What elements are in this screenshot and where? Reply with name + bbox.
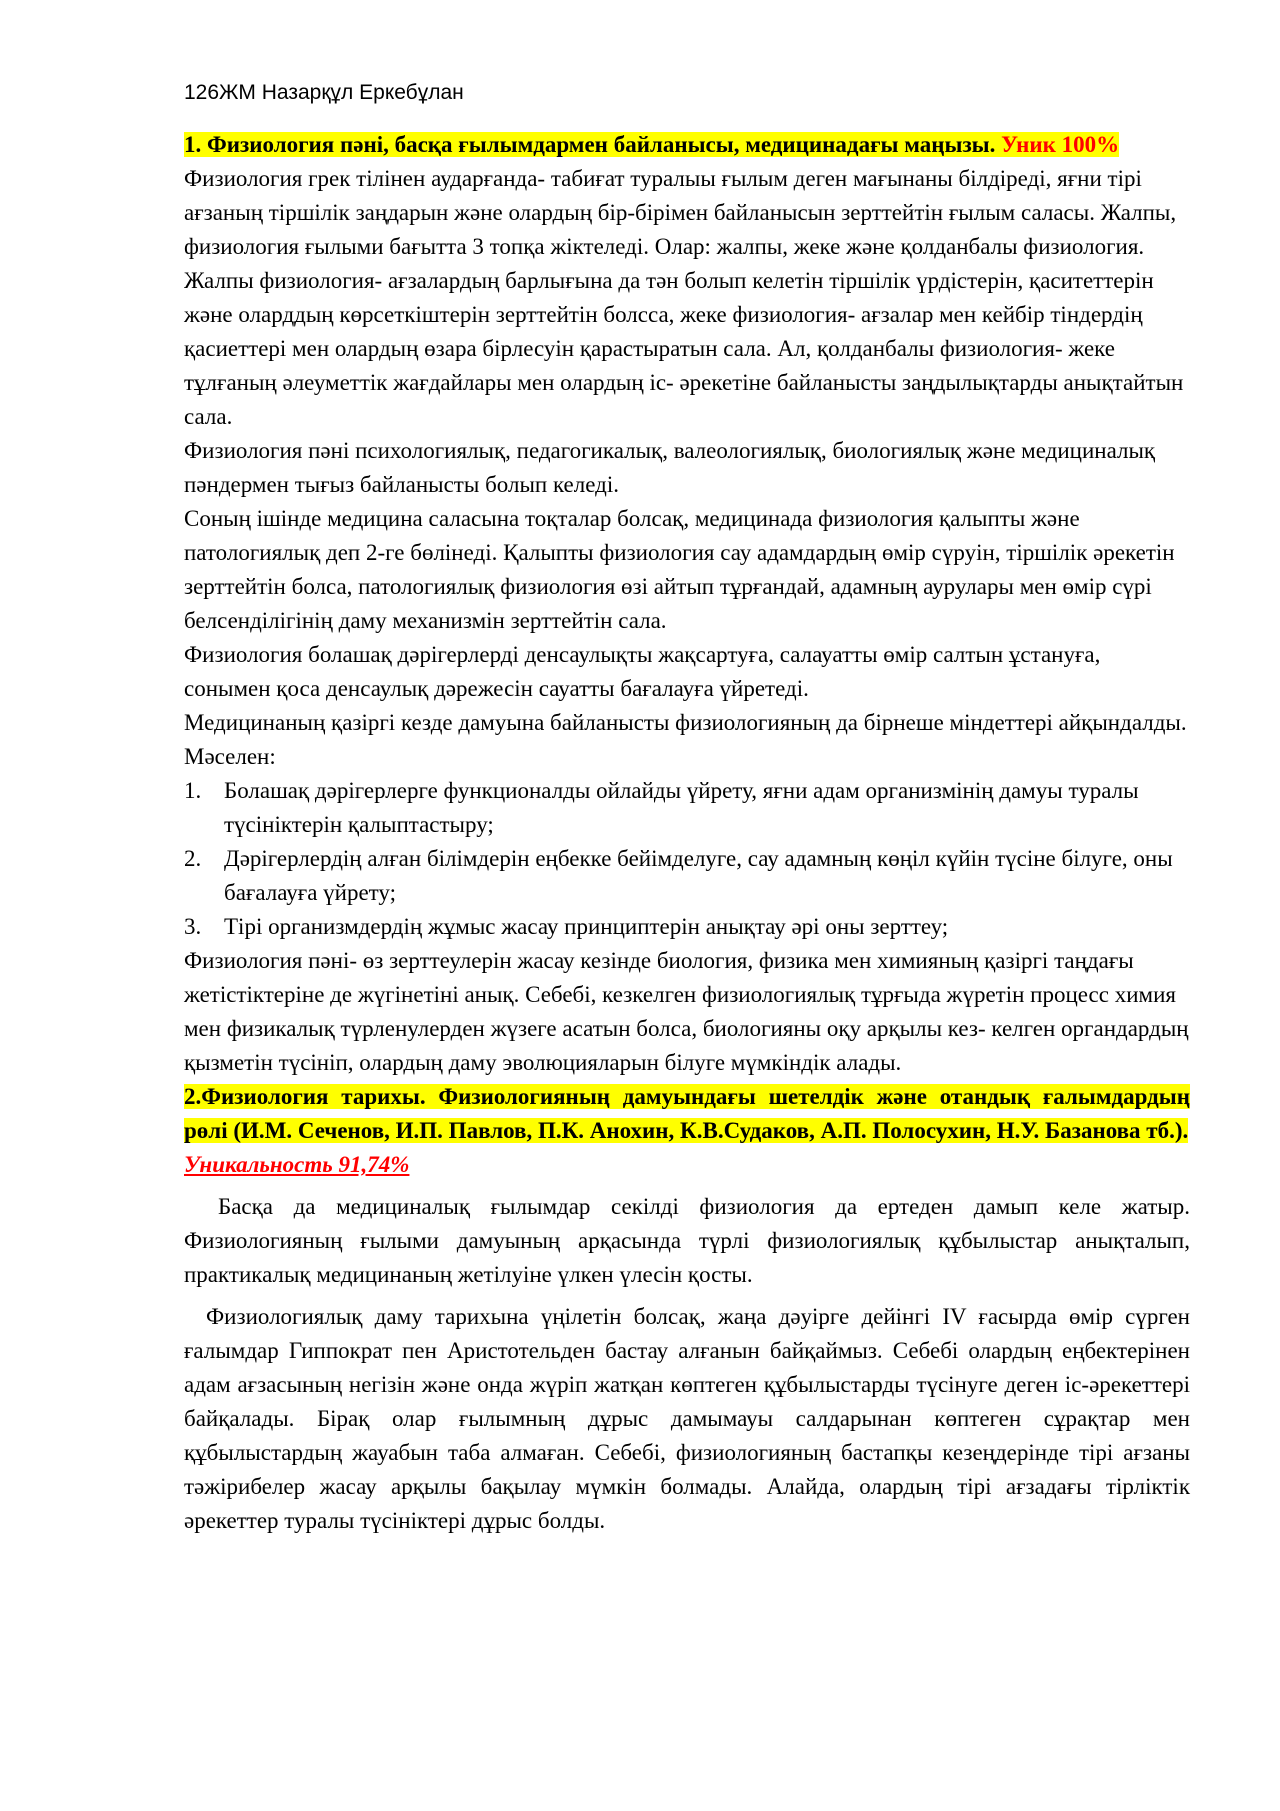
section1-paragraph-1: Физиология грек тілінен аударғанда- табиғат туралыы ғылым деген мағынаны білдіреді, яғни тірі ағзаның тіршілік заңдарын және олардың бір-бірімен байланысын зерттейтін ғылым саласы. Жалпы, физиология ғылыми бағытта 3 топқа жіктеледі. Олар: жалпы, жеке және қолданбалы физиология. Жалпы физиология- ағзалардың барлығына да тән болып келетін тіршілік үрдістерін, қаситеттерін және оларддың көрсеткіштерін зерттейтін болсса, жеке физиология- ағзалар мен кейбір тіндердің қасиеттері мен олардың өзара бірлесуін қарастыратын сала. Ал, қолданбалы физиология- жеке тұлғаның әлеуметтік жағдайлары мен олардың іс- әрекетіне байланысты заңдылықтарды анықтайтын сала.	[184, 166, 1184, 429]
list-item-number: 3.	[184, 914, 202, 939]
section2-uniqueness: Уникальность 91,74%	[184, 1152, 410, 1177]
section1-uniqueness: Уник 100%	[1001, 132, 1120, 157]
section1-paragraph-5: Медицинаның қазіргі кезде дамуына байланысты физиологияның да бірнеше міндеттері айқындалды. Мәселен:	[184, 710, 1187, 769]
tasks-list	[184, 774, 1190, 944]
list-item-text: Болашақ дәрігерлерге функционалды ойлайды үйрету, яғни адам организмінің дамуы туралы түсініктерін қалыптастыру;	[224, 778, 1139, 837]
author-line: 126ЖМ Назарқұл Еркебұлан	[184, 81, 464, 104]
document-page	[184, 70, 1190, 1538]
list-item-number: 1.	[184, 778, 202, 803]
section1-paragraph-4: Физиология болашақ дәрігерлерді денсаулықты жақсартуға, салауатты өмір салтын ұстануға, сонымен қоса денсаулық дәрежесін сауатты бағалауға үйретеді.	[184, 642, 1101, 701]
list-item	[184, 842, 1190, 910]
section1-heading-text: 1. Физиология пәні, басқа ғылымдармен байланысы, медицинадағы маңызы.	[184, 132, 1002, 157]
section2-paragraph-2: Физиологиялық даму тарихына үңілетін болсақ, жаңа дәуірге дейінгі IV ғасырда өмір сүрген ғалымдар Гиппократ пен Аристотельден бастау алғанын байқаймыз. Себебі олардың еңбектерінен адам ағзасының негізін және онда жүріп жатқан көптеген құбылыстарды түсінуге деген іс-әрекеттері байқалады. Бірақ олар ғылымның дұрыс дамымауы салдарынан көптеген сұрақтар мен құбылыстардың жауабын таба алмаған. Себебі, физиологияның бастапқы кезеңдерінде тірі ағзаны тәжірибелер жасау арқылы бақылау мүмкін болмады. Алайда, олардың тірі ағзадағы тірліктік әрекеттер туралы түсініктері дұрыс болды.	[184, 1304, 1190, 1533]
section1-paragraph-2: Физиология пәні психологиялық, педагогикалық, валеологиялық, биологиялық және медициналық пәндермен тығыз байланысты болып келеді.	[184, 438, 1156, 497]
list-item	[184, 774, 1190, 842]
section1-paragraph-3: Соның ішінде медицина саласына тоқталар болсақ, медицинада физиология қалыпты және патологиялық деп 2-ге бөлінеді. Қалыпты физиология сау адамдардың өмір сүруін, тіршілік әрекетін зерттейтін болса, патологиялық физиология өзі айтып тұрғандай, адамның аурулары мен өмір сүрі белсенділігінің даму механизмін зерттейтін сала.	[184, 506, 1175, 633]
list-item-number: 2.	[184, 846, 202, 871]
list-item-text: Дәрігерлердің алған білімдерін еңбекке бейімделуге, сау адамның көңіл күйін түсіне білуге, оны бағалауға үйрету;	[224, 846, 1173, 905]
section1-closing-paragraph: Физиология пәні- өз зерттеулерін жасау кезінде биология, физика мен химияның қазіргі таңдағы жетістіктеріне де жүгінетіні анық. Себебі, кезкелген физиологиялық тұрғыда жүретін процесс химия мен физикалық түрленулерден жүзеге асатын болса, биологияны оқу арқылы кез- келген органдардың қызметін түсініп, олардың даму эволюцияларын білуге мүмкіндік алады.	[184, 948, 1189, 1075]
list-item	[184, 910, 1190, 944]
section1-heading	[184, 128, 1190, 162]
section2-paragraph-1: Басқа да медициналық ғылымдар секілді физиология да ертеден дамып келе жатыр. Физиологияның ғылыми дамуының арқасында түрлі физиологиялық құбылыстар анықталып, практикалық медицинаның жетілуіне үлкен үлесін қосты.	[184, 1194, 1190, 1287]
section2-heading-text: 2.Физиология тарихы. Физиологияның дамуындағы шетелдік және отандық ғалымдардың рөлі (И.М. Сеченов, И.П. Павлов, П.К. Анохин, К.В.Судаков, А.П. Полосухин, Н.У. Базанова тб.).	[184, 1084, 1190, 1143]
list-item-text: Тірі организмдердің жұмыс жасау принциптерін анықтау әрі оны зерттеу;	[224, 914, 949, 939]
section2-heading	[184, 1080, 1190, 1148]
